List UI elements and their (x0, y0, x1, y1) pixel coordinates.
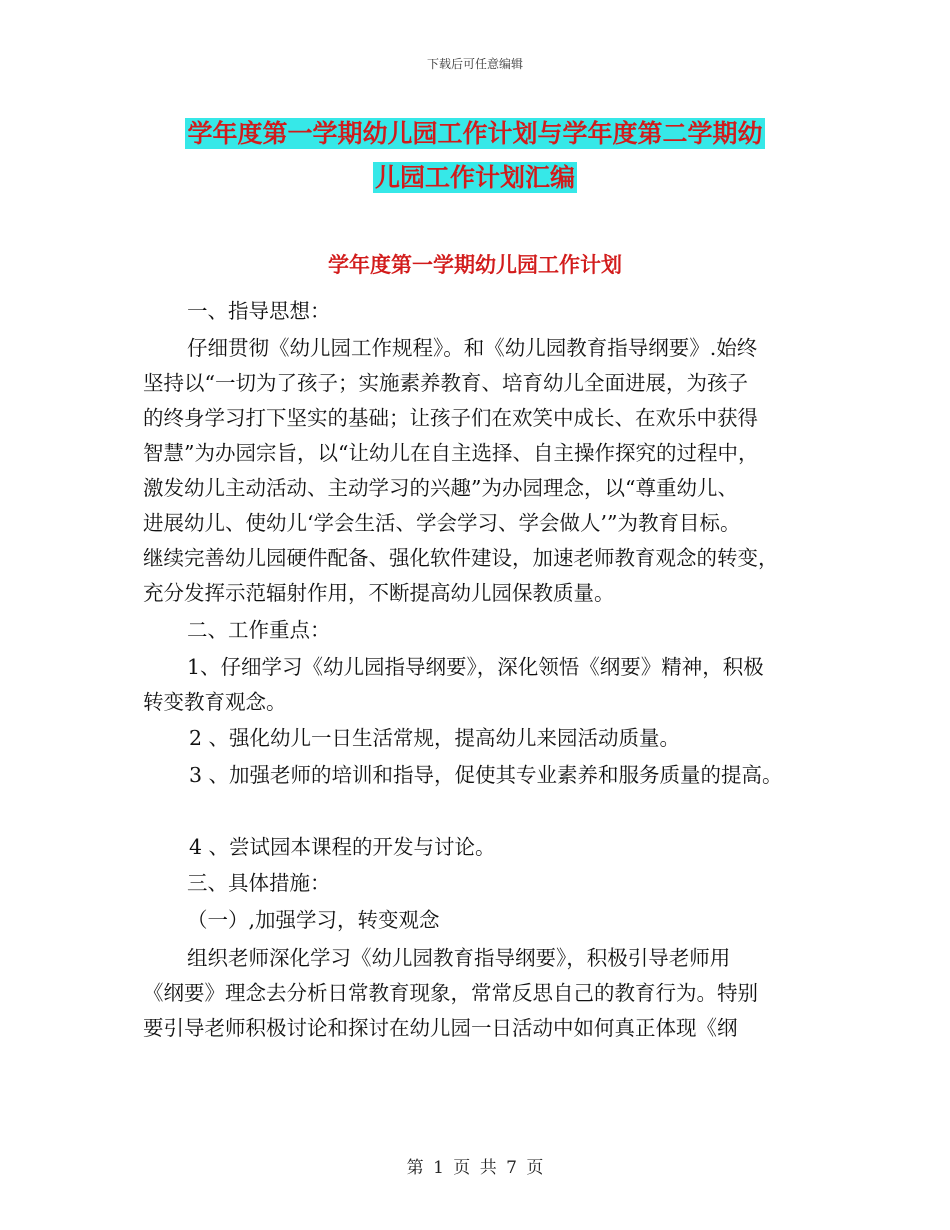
paragraph-line: 要引导老师积极讨论和探讨在幼儿园一日活动中如何真正体现《纲 (143, 1016, 738, 1040)
page-number: 第 1 页 共 7 页 (406, 1158, 544, 1178)
paragraph-line: 充分发挥示范辐射作用，不断提高幼儿园保教质量。 (143, 581, 615, 605)
heading-work-focus: 二、工作重点： (187, 618, 331, 642)
document-title-text-2: 儿园工作计划汇编 (374, 163, 575, 192)
paragraph-line: 1、仔细学习《幼儿园指导纲要》，深化领悟《纲要》精神，积极 (187, 655, 764, 679)
paragraph-line: 进展幼儿、使幼儿‘学会生活、学会学习、学会做人’”为教育目标。 (143, 511, 741, 535)
section-title: 学年度第一学期幼儿园工作计划 (328, 253, 622, 277)
document-title-line-2 (0, 158, 950, 194)
paragraph-line: 3 、加强老师的培训和指导，促使其专业素养和服务质量的提高。 (189, 763, 783, 787)
subheading-learning: （一）,加强学习，转变观念 (187, 908, 440, 932)
paragraph-line: 坚持以“一切为了孩子；实施素养教育、培育幼儿全面进展，为孩子 (143, 371, 748, 395)
paragraph-line: 的终身学习打下坚实的基础；让孩子们在欢笑中成长、在欢乐中获得 (143, 406, 758, 430)
document-title-line-1 (0, 114, 950, 150)
document-title-text-1: 学年度第一学期幼儿园工作计划与学年度第二学期幼 (187, 119, 763, 148)
paragraph-line: 转变教育观念。 (143, 690, 287, 714)
paragraph-line: 智慧”为办园宗旨，以“让幼儿在自主选择、自主操作探究的过程中， (143, 441, 759, 465)
paragraph-line: 4 、尝试园本课程的开发与讨论。 (189, 835, 496, 859)
paragraph-line: 2 、强化幼儿一日生活常规，提高幼儿来园活动质量。 (189, 726, 681, 750)
paragraph-line: 仔细贯彻《幼儿园工作规程》。和《幼儿园教育指导纲要》.始终 (187, 336, 758, 360)
heading-guiding-thought: 一、指导思想： (187, 299, 331, 323)
heading-specific-measures: 三、具体措施： (187, 871, 331, 895)
paragraph-line: 继续完善幼儿园硬件配备、强化软件建设，加速老师教育观念的转变， (143, 546, 779, 570)
paragraph-line: 激发幼儿主动活动、主动学习的兴趣”为办园理念，以“尊重幼儿、 (143, 476, 738, 500)
header-note: 下载后可任意编辑 (426, 57, 523, 71)
paragraph-line: 组织老师深化学习《幼儿园教育指导纲要》，积极引导老师用 (187, 946, 731, 970)
paragraph-line: 《纲要》理念去分析日常教育现象，常常反思自己的教育行为。特别 (143, 981, 758, 1005)
